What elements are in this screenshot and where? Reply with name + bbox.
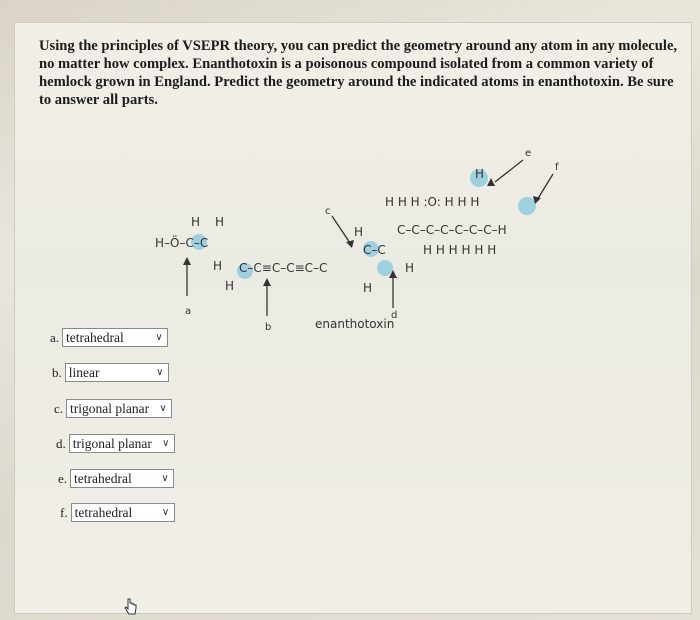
arrow-c-head bbox=[346, 240, 354, 248]
selected-value: trigonal planar bbox=[72, 435, 152, 451]
answer-row-a bbox=[50, 328, 168, 347]
answer-select-c[interactable] bbox=[66, 399, 172, 418]
arrow-c bbox=[332, 216, 350, 243]
answer-letter: d. bbox=[56, 435, 66, 451]
answer-letter: e. bbox=[58, 470, 68, 486]
answer-select-e[interactable] bbox=[70, 469, 174, 488]
molecule-caption: enanthotoxin bbox=[315, 317, 395, 331]
answer-letter: a. bbox=[50, 329, 60, 345]
answer-letter: c. bbox=[54, 400, 64, 416]
chevron-down-icon: ∨ bbox=[162, 438, 170, 449]
chevron-down-icon: ∨ bbox=[155, 332, 163, 343]
answer-row-d bbox=[56, 434, 175, 453]
answer-select-a[interactable] bbox=[62, 328, 168, 347]
marker-e: e bbox=[525, 148, 532, 159]
h-label: H bbox=[215, 215, 225, 229]
chevron-down-icon: ∨ bbox=[156, 367, 164, 378]
h-label: H bbox=[191, 215, 201, 229]
answer-select-b[interactable] bbox=[65, 363, 169, 382]
highlight-f bbox=[518, 197, 536, 215]
marker-b: b bbox=[265, 322, 272, 333]
arrow-b-head bbox=[263, 278, 271, 286]
answer-row-b bbox=[52, 363, 169, 382]
h-label: H bbox=[354, 225, 364, 239]
selected-value: trigonal planar bbox=[70, 400, 150, 416]
selected-value: tetrahedral bbox=[74, 470, 132, 486]
right-top-row: H H H :O: H H H bbox=[385, 195, 480, 209]
answer-select-f[interactable] bbox=[71, 503, 175, 522]
marker-f: f bbox=[555, 162, 559, 173]
marker-a: a bbox=[185, 306, 192, 317]
cc-double-bond: C–C bbox=[363, 243, 386, 257]
h-label: H bbox=[475, 167, 485, 181]
answer-row-c bbox=[54, 399, 172, 418]
arrow-a-head bbox=[183, 257, 191, 265]
answer-letter: b. bbox=[52, 364, 62, 380]
answer-select-d[interactable] bbox=[69, 434, 175, 453]
question-panel bbox=[14, 22, 692, 614]
marker-c: c bbox=[325, 206, 331, 217]
pointer-cursor-icon bbox=[124, 598, 138, 616]
highlight-d bbox=[377, 260, 393, 276]
right-bottom-row: H H H H H H bbox=[423, 243, 497, 257]
h-label: H bbox=[405, 261, 415, 275]
middle-chain: C–C≡C–C≡C–C bbox=[239, 261, 328, 275]
answer-row-f bbox=[60, 503, 175, 522]
h-label: H bbox=[363, 281, 373, 295]
right-chain: C–C–C–C–C–C–C–H bbox=[397, 223, 507, 237]
chevron-down-icon: ∨ bbox=[161, 507, 170, 518]
chevron-down-icon: ∨ bbox=[161, 473, 169, 484]
chevron-down-icon: ∨ bbox=[159, 403, 167, 414]
answer-row-e bbox=[58, 469, 174, 488]
h-label: H bbox=[225, 279, 235, 293]
arrow-f bbox=[537, 174, 553, 200]
left-chain: H–Ö–C–C bbox=[155, 236, 209, 250]
answer-letter: f. bbox=[60, 504, 68, 520]
arrow-e-head bbox=[487, 178, 495, 186]
selected-value: linear bbox=[68, 364, 100, 380]
question-text: Using the principles of VSEPR theory, you can predict the geometry around any atom in any molecule, no matter how complex. Enanthotoxin is a poisonous compound isolated from a common variety of hemlock grown in England. Predict the geometry around the indicated atoms in enanthotoxin. Be sure to answer all parts. bbox=[39, 38, 678, 108]
enanthotoxin-structure bbox=[135, 148, 595, 348]
arrow-e bbox=[495, 160, 523, 182]
selected-value: tetrahedral bbox=[74, 504, 133, 520]
marker-d: d bbox=[391, 310, 398, 321]
selected-value: tetrahedral bbox=[66, 329, 124, 345]
h-label: H bbox=[213, 259, 223, 273]
